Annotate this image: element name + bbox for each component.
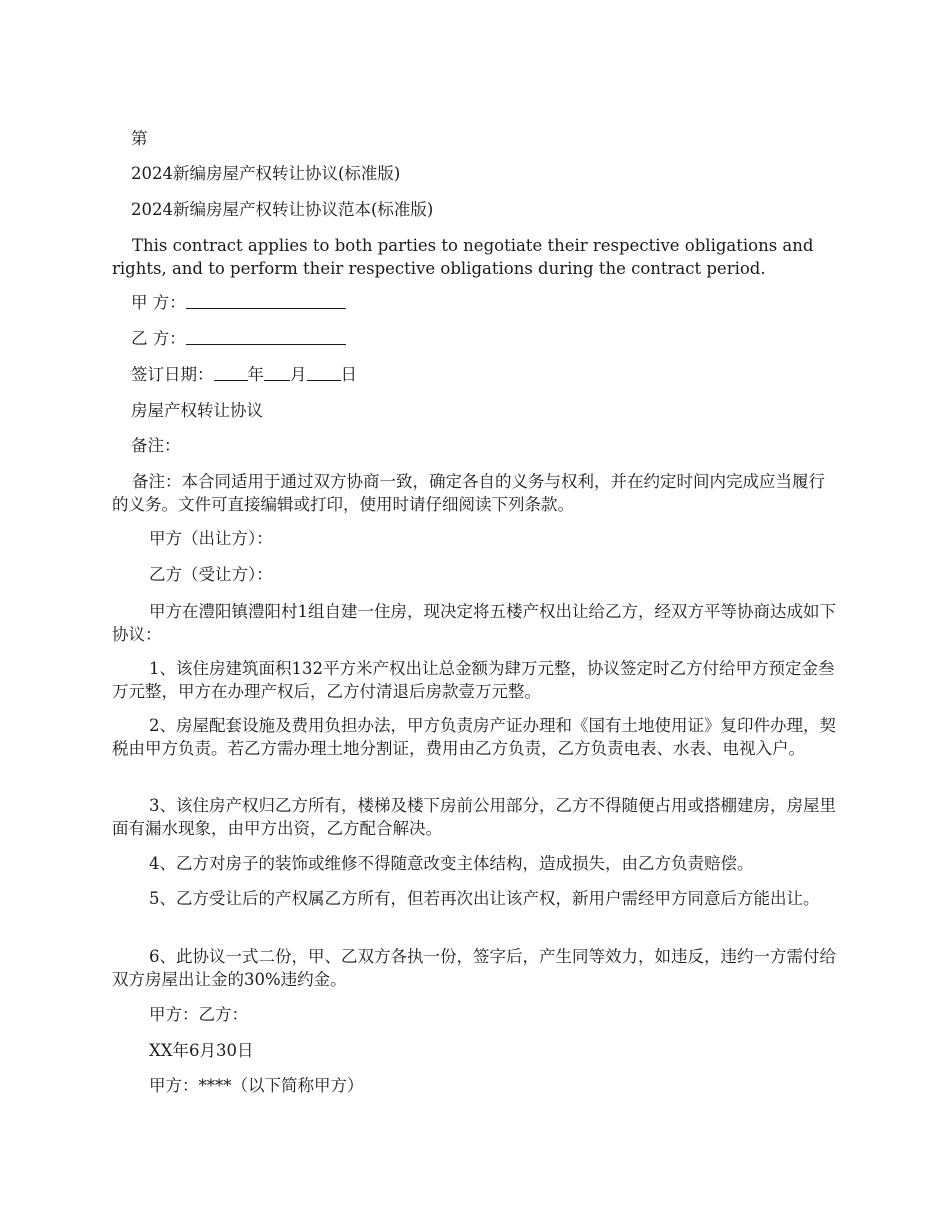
document-subtitle: 2024新编房屋产权转让协议范本(标准版) (131, 200, 434, 219)
sign-date-line (131, 364, 357, 386)
party-b-blank (186, 328, 346, 345)
sign-date-label: 签订日期： (131, 365, 214, 384)
clause-2: 2、房屋配套设施及费用负担办法，甲方负责房产证办理和《国有土地使用证》复印件办理，契税由甲方负责。若乙方需办理土地分割证，费用由乙方负责，乙方负责电表、水表、电视入户。 (112, 716, 836, 758)
document-title: 2024新编房屋产权转让协议(标准版) (131, 164, 401, 183)
day-blank (307, 364, 341, 381)
party-b-label: 乙 方： (131, 329, 186, 348)
signature-line: 甲方：乙方： (149, 1005, 248, 1024)
year-label: 年 (247, 365, 264, 384)
party-a-blank (186, 292, 346, 309)
month-blank (264, 364, 290, 381)
clause-4: 4、乙方对房子的装饰或维修不得随意改变主体结构，造成损失，由乙方负责赔偿。 (149, 854, 754, 873)
date-line: XX年6月30日 (149, 1041, 254, 1060)
page-label: 第 (131, 129, 148, 148)
english-intro: This contract applies to both parties to negotiate their respective obligations and rights, and to perform their respective obligations during the contract period. (112, 236, 814, 278)
month-label: 月 (290, 365, 307, 384)
day-label: 日 (340, 365, 357, 384)
party-a-line (131, 292, 346, 314)
clause-6: 6、此协议一式二份，甲、乙双方各执一份，签字后，产生同等效力，如违反，违约一方需付给双方房屋出让金的30%违约金。 (112, 947, 836, 989)
agreement-heading: 房屋产权转让协议 (131, 401, 263, 420)
party-a-label: 甲 方： (131, 293, 186, 312)
clause-3: 3、该住房产权归乙方所有，楼梯及楼下房前公用部分，乙方不得随便占用或搭棚建房，房屋里面有漏水现象，由甲方出资，乙方配合解决。 (112, 796, 836, 838)
preamble-paragraph: 甲方在澧阳镇澧阳村1组自建一住房，现决定将五楼产权出让给乙方，经双方平等协商达成如下协议： (112, 602, 836, 644)
transferor-line: 甲方（出让方）： (149, 529, 273, 548)
party-b-line (131, 328, 346, 350)
clause-5: 5、乙方受让后的产权属乙方所有，但若再次出让该产权，新用户需经甲方同意后方能出让。 (149, 889, 820, 908)
party-a-reference: 甲方：****（以下简称甲方） (149, 1076, 364, 1095)
transferee-line: 乙方（受让方）： (149, 565, 273, 584)
note-label: 备注： (131, 436, 181, 455)
note-paragraph: 备注：本合同适用于通过双方协商一致，确定各自的义务与权利，并在约定时间内完成应当履行的义务。文件可直接编辑或打印，使用时请仔细阅读下列条款。 (112, 472, 825, 514)
year-blank (214, 364, 248, 381)
clause-1: 1、该住房建筑面积132平方米产权出让总金额为肆万元整，协议签定时乙方付给甲方预定金叁万元整，甲方在办理产权后，乙方付清退后房款壹万元整。 (112, 659, 835, 701)
